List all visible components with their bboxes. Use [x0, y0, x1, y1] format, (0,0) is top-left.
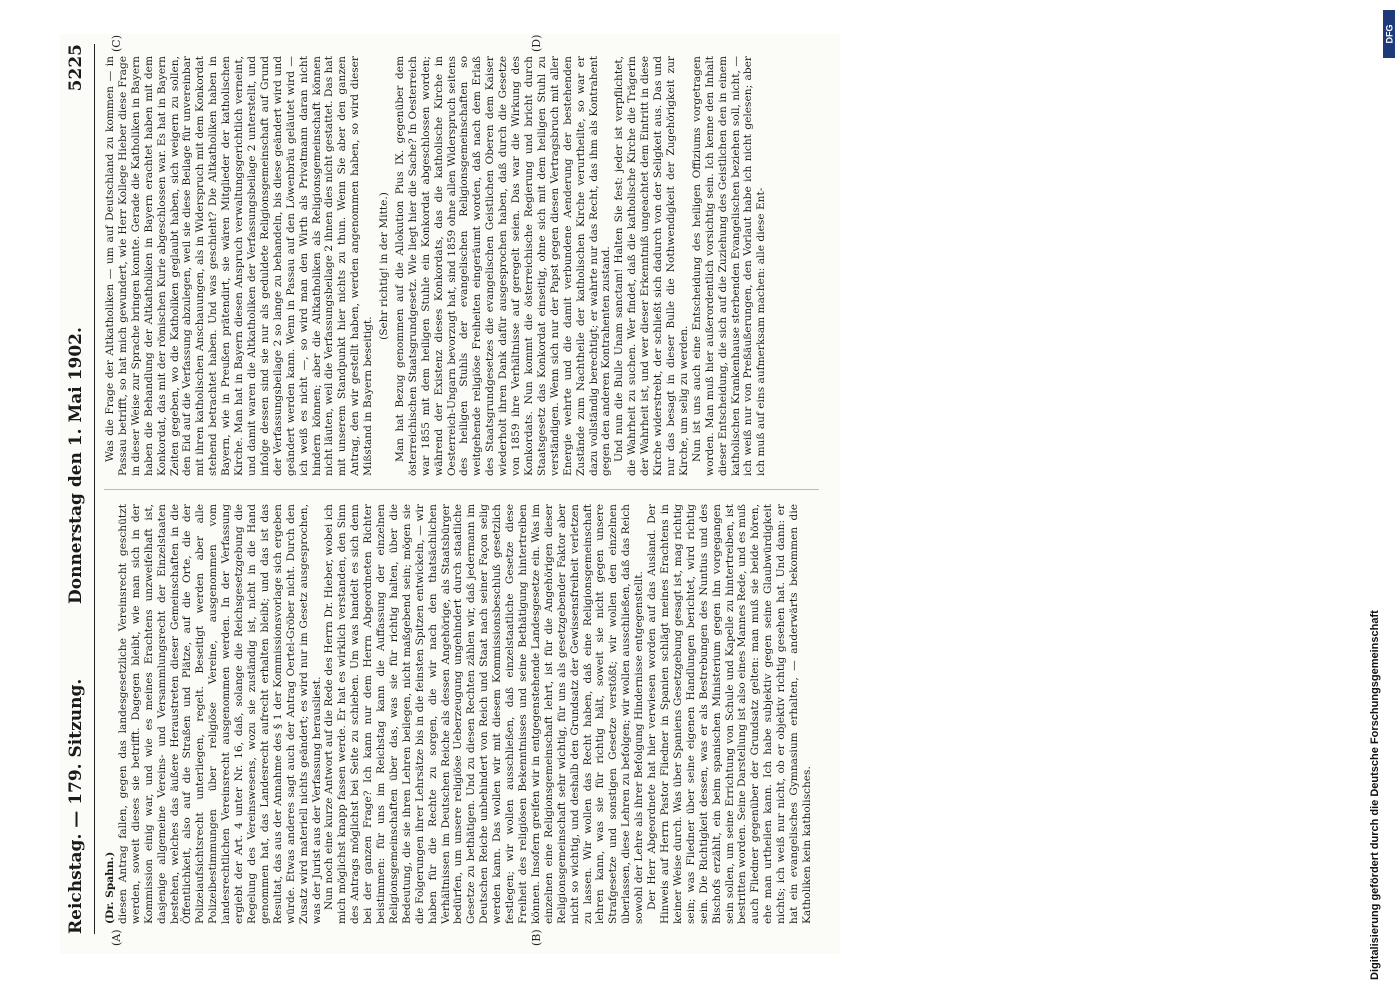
paragraph: Was die Frage der Altkatholiken — um auf Deutschland zu kommen — in Passau betrifft, so hat mich gewundert, wie Herr Kollege Hieber diese Frage in dieser Weise zur Sprache bringen konnte. Gerade die Katholiken in Bayern haben die Behandlung der Altkatholiken in Bayern erachtet haben mit dem Konkordat, das mit der römischen Kurie abgeschlossen war. Es hat in Bayern Zeiten gegeben, wo die Katholiken geglaubt haben, sich weigern zu sollen, den Eid auf die Verfassung abzulegen, weil sie diese Beilage für unvereinbar mit ihren katholischen Anschauungen, als in Widerspruch mit dem Konkordat stehend betrachtet haben. Und was geschieht? Die Altkatholiken haben in Bayern, wie in Preußen prätendirt, sie wären Mitglieder der katholischen Kirche. Man hat in Bayern diesen Anspruch verwaltungsgerichtlich verneint, und damit waren die Altkatholiken der Verfassungsbeilage 2 unterstellt, und infolge dessen sind sie nur als geduldete Religionsgemeinschaft auf Grund der Verfassungsbeilage 2 so lange zu behandeln, bis diese geändert wird und geändert werden kann. Wenn in Passau auf den Löwenbräu geläutet wird — ich weiß es nicht —, so wird man den Wirth als Privatmann daran nicht hindern können; aber die Altkatholiken als Religionsgemeinschaft können nicht läuten, weil die Verfassungsbeilage 2 ihnen dies nicht gestattet. Das hat mit unserem Standpunkt hier nichts zu thun. Wenn Sie aber den ganzen Antrag, den wir gestellt haben, werden angenommen haben, so wird dieser Mißstand in Bayern beseitigt. [104, 56, 375, 476]
dfg-funding-note: Digitalisierung gefördert durch die Deutsche Forschungsgemeinschaft [1369, 610, 1381, 980]
paragraph: Und nun die Bulle Unam sanctam! Halten Sie fest: jeder ist verpflichtet, die Wahrheit zu suchen. Wer findet, daß die katholische Kirche die Trägerin der Wahrheit ist, und wer dieser Erkenntniß ungeachtet dem Eintritt in diese Kirche widerstrebt, der schließt sich dadurch von der Seligkeit aus. Das und nur das besagt in dieser Bulle die Nothwendigkeit der Zugehörigkeit zur Kirche, um selig zu werden. [613, 56, 690, 476]
dfg-logo: DFG [1383, 10, 1395, 58]
running-head-left: Reichstag. — 179. Sitzung. [66, 678, 86, 934]
paragraph: Nun ist uns auch eine Entscheidung des heiligen Offiziums vorgetragen worden. Man muß hier außerordentlich vorsichtig sein. Ich kenne den Inhalt dieser Entscheidung, die sich auf die Zuziehung des Geistlichen den in einem katholischen Krankenhause sterbenden Evangelischen beziehen soll, nicht, — ich weiß nur von Preßäußerungen, den Vorlaut habe ich nicht gelesen; aber ich muß auf eins aufmerksam machen: alle diese Ent- [690, 56, 768, 476]
margin-marker-d: (D) [530, 34, 543, 52]
column-divider [104, 489, 819, 490]
paragraph: Man hat Bezug genommen auf die Allokution Pius IX. gegenüber dem österreichischen Staatsgrundgesetz. Wie liegt hier die Sache? In Oesterreich war 1855 mit dem heiligen Stuhle ein Konkordat abgeschlossen worden; während der Existenz dieses Konkordats, das die katholische Kirche in Oesterreich-Ungarn bevorzugt hat, sind 1859 ohne allen Widerspruch seitens des heiligen Stuhls der evangelischen Religionsgemeinschaften so weitgehende religiöse Freiheiten eingeräumt worden, daß nach dem Erlaß des Staatsgrundgesetzes die evangelischen Geistlichen Oberen dem Kaiser wiederholt ihren Dank dafür ausgesprochen haben, daß durch die Gesetze von 1859 ihre Verhältnisse auf geregelt seien. Das war die Wirkung des Konkordats. Nun kommt die österreichische Regierung und bricht durch Staatsgesetz das Konkordat einseitig, ohne sich mit dem heiligen Stuhl zu verständigen. Wenn sich nur der Papst gegen diesen Vertragsbruch mit aller Energie wehrte und die damit verbundene Aenderung der bestehenden Zustände zum Nachtheile der katholischen Kirche verurtheilte, so war er dazu vollständig berechtigt; er wahrte nur das Recht, das ihm als Kontrahent gegen den anderen Kontrahenten zustand. [393, 56, 613, 476]
right-column [104, 56, 824, 476]
paragraph: diesen Antrag fallen, gegen das landesgesetzliche Vereinsrecht geschützt werden, soweit dieses sie betrifft. Dagegen bleibt, wie man sich in der Kommission einig war, und wie es meines Erachtens unzweifelhaft ist, dasjenige allgemeine Vereins- und Versammlungsrecht der Einzelstaaten bestehen, welches das äußere Heraustreten dieser Gemeinschaften in die Öffentlichkeit, also auf die Straßen und Plätze, auf die Orte, die der Polizeiaufsichtsrecht unterliegen, regelt. Beseitigt werden aber alle Polizeibestimmungen über religiöse Vereine, ausgenommen vom landesrechtlichen Vereinsrecht ausgenommen werden. In der Verfassung ergiebt der Art. 4 unter Nr. 16, daß, solange die Reichsgesetzgebung die Regelung des Vereinswesens, wozu sie zuständig ist, nicht in die Hand genommen hat, das Landesrecht aufrecht erhalten bleibt; und das ist das Resultat, das aus der Annahme des § 1 der Kommissionsvorlage sich ergeben würde. Etwas anderes sagt auch der Antrag Oertel-Gröber nicht. Durch den Zusatz wird materiell nichts geändert; es wird nur im Gesetz ausgesprochen, was der Jurist aus der Verfassung herausliest. [116, 504, 323, 924]
running-head [66, 44, 92, 934]
paragraph: Der Herr Abgeordnete hat hier verwiesen worden auf das Ausland. Der Hinweis auf Herrn Pastor Fliedner in Spanien schlägt meines Erachtens in keiner Weise durch. Was über Spaniens Gesetzgebung gesagt ist, mag richtig sein; was Fliedner über seine eigenen Handlungen berichtet, wird richtig sein. Die Richtigkeit dessen, was er als Bestrebungen des Nuntius und des Bischofs erzählt, ein beim spanischen Ministerium gegen ihn vorgegangen sein sollen, um seine Errichtung von Schule und Kapelle zu hintertreiben, ist bestritten worden. Seine Darstellung ist also eines Mannes Rede, und es muß auch Fliedner gegenüber der Grundsatz gelten: man muß sie beide hören, ehe man urtheilen kann. Ich habe subjektiv gegen seine Glaubwürdigkeit nichts; ich weiß nur nicht, ob er objektiv richtig gesehen hat. Und dann: er hat ein evangelisches Gymnasium erhalten, — anderwärts bekommen die Katholiken kein katholisches. [646, 504, 813, 924]
left-column [104, 504, 824, 924]
paragraph: Nun noch eine kurze Antwort auf die Rede des Herrn Dr. Hieber, wobei ich mich möglichst knapp fassen werde. Er hat es wirklich verstanden, den Sinn des Antrags möglichst bei Seite zu schieben. Um was handelt es sich denn bei der ganzen Frage? Ich kann nur dem Herrn Abgeordneten Richter beistimmen: für uns im Reichstag kann die Auffassung der einzelnen Religionsgemeinschaften über das, was sie für richtig halten, über die Bedeutung, die sie ihren Lehren beilegen, nicht maßgebend sein; mögen sie die Folgerungen ihrer Lehrsätze bis in die feinsten Spitzen entwickeln, — wir haben für die Rechte zu sorgen, die wir nach den thatsächlichen Verhältnissen im Deutschen Reiche als dessen Angehörige, als Staatsbürger bedürfen, um unsere religiöse Ueberzeugung ungehindert durch staatliche Gesetze zu bethätigen. Und zu diesen Rechten zählen wir, daß jedermann im Deutschen Reiche unbehindert von Reich und Staat nach seiner Façon selig werden kann. Das wollen wir mit diesem Kommissionsbeschluß gesetzlich festlegen; wir wollen ausschließen, daß einzelstaatliche Gesetze diese Freiheit des religiösen Bekenntnisses und seine Bethätigung hintertreiben können. Insofern greifen wir in entgegenstehende Landesgesetze ein. Was im einzelnen eine Religionsgemeinschaft lehrt, ist für die Angehörigen dieser Religionsgemeinschaft sehr wichtig, für uns als gesetzgebender Faktor aber nicht so wichtig, und deshalb den Grundsatz der Gewissensfreiheit verletzen zu lassen. Wir wollen das Recht haben, daß eine Religionsgemeinschaft lehren kann, was sie für richtig hält, soweit sie nicht gegen unsere Strafgesetze und sonstigen Gesetze verstößt; wir wollen den einzelnen überlassen, diese Lehren zu befolgen; wir wollen ausschließen, daß das Reich sowohl der Lehre als ihrer Befolgung Hindernisse entgegenstellt. [323, 504, 646, 924]
margin-marker-c: (C) [110, 35, 123, 52]
rotated-page-content [60, 34, 840, 954]
speaker-label: (Dr. Spahn.) [104, 851, 116, 924]
scanned-page [60, 34, 840, 954]
margin-marker-a: (A) [110, 929, 123, 946]
page-number: 5225 [66, 44, 86, 92]
running-head-date: Donnerstag den 1. Mai 1902. [66, 327, 86, 604]
header-rule [94, 44, 95, 934]
margin-marker-b: (B) [530, 929, 543, 946]
interjection: (Sehr richtig! in der Mitte.) [378, 192, 391, 340]
